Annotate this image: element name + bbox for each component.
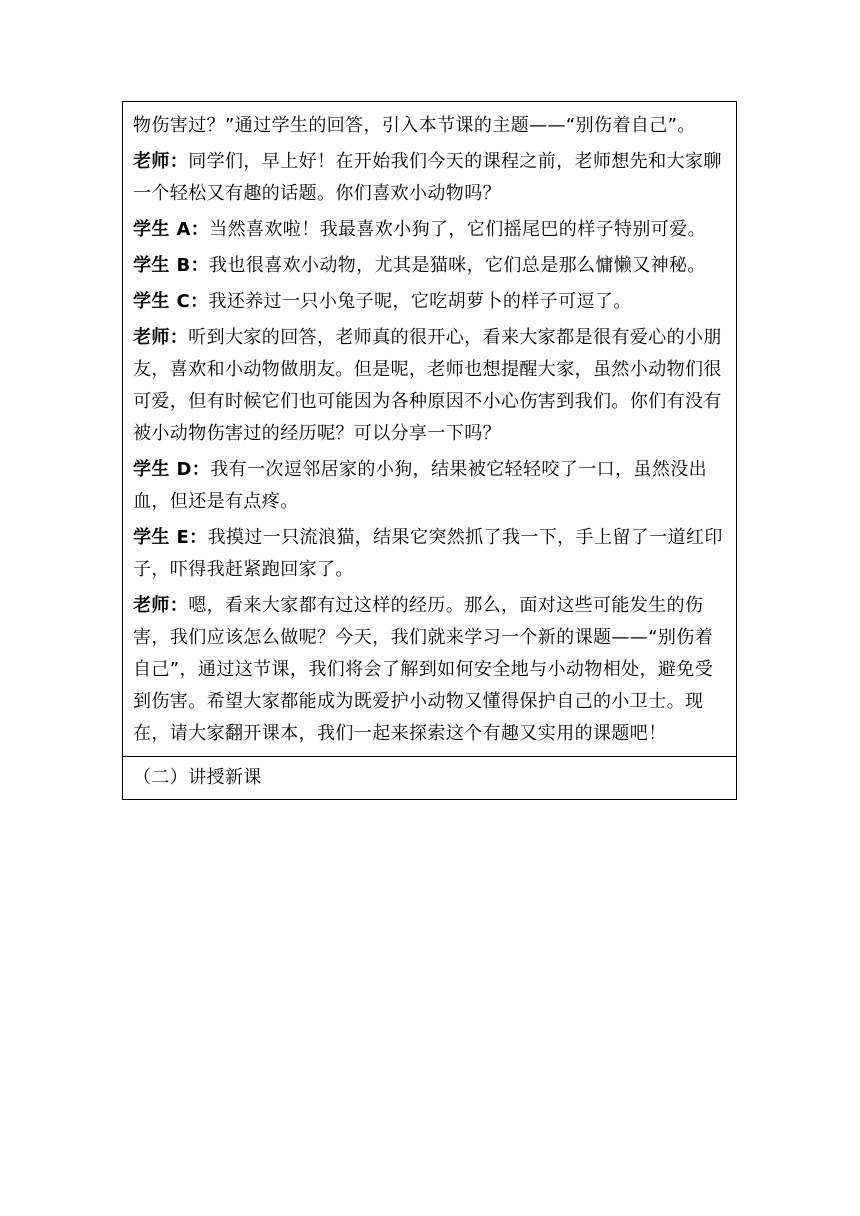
line-text: 我也很喜欢小动物，尤其是猫咪，它们总是那么慵懒又神秘。 — [209, 255, 706, 276]
line-text: 嗯，看来大家都有过这样的经历。那么，面对这些可能发生的伤害，我们应该怎么做呢？今天，我们就来学习一个新的课题——“别伤着自己”，通过这节课，我们将会了解到如何安全地与小动物相处，避免受到伤害。希望大家都能成为既爱护小动物又懂得保护自己的小卫士。现在，请大家翻开课本，我们一起来探索这个有趣又实用的课题吧！ — [133, 595, 714, 744]
dialogue-line — [133, 214, 728, 246]
speaker-label: 学生 A： — [133, 219, 210, 240]
speaker-label: 老师： — [133, 151, 189, 172]
dialogue-line — [133, 146, 728, 210]
line-text: 听到大家的回答，老师真的很开心，看来大家都是很有爱心的小朋友，喜欢和小动物做朋友。但是呢，老师也想提醒大家，虽然小动物们很可爱，但有时候它们也可能因为各种原因不小心伤害到我们。你们有没有被小动物伤害过的经历呢？可以分享一下吗？ — [133, 327, 722, 444]
line-text: 我有一次逗邻居家的小狗，结果被它轻轻咬了一口，虽然没出血，但还是有点疼。 — [133, 459, 708, 512]
dialogue-line — [133, 454, 728, 518]
line-text: 同学们，早上好！在开始我们今天的课程之前，老师想先和大家聊一个轻松又有趣的话题。你们喜欢小动物吗？ — [133, 151, 722, 204]
lesson-plan-table — [122, 101, 737, 800]
section-heading: （二）讲授新课 — [133, 767, 262, 788]
dialogue-cell — [123, 102, 736, 757]
dialogue-line — [133, 286, 728, 318]
line-text: 我还养过一只小兔子呢，它吃胡萝卜的样子可逗了。 — [208, 291, 632, 312]
line-text: 物伤害过？”通过学生的回答，引入本节课的主题——“别伤着自己”。 — [133, 115, 696, 136]
speaker-label: 学生 E： — [133, 527, 208, 548]
line-text: 我摸过一只流浪猫，结果它突然抓了我一下，手上留了一道红印子，吓得我赶紧跑回家了。 — [133, 527, 723, 580]
dialogue-line — [133, 110, 728, 142]
speaker-label: 学生 B： — [133, 255, 209, 276]
dialogue-line — [133, 322, 728, 450]
dialogue-line — [133, 522, 728, 586]
line-text: 当然喜欢啦！我最喜欢小狗了，它们摇尾巴的样子特别可爱。 — [209, 219, 707, 240]
section-heading-cell — [123, 757, 736, 799]
dialogue-line — [133, 250, 728, 282]
speaker-label: 学生 D： — [133, 459, 211, 480]
speaker-label: 学生 C： — [133, 291, 209, 312]
dialogue-line — [133, 590, 728, 750]
speaker-label: 老师： — [133, 327, 189, 348]
speaker-label: 老师： — [133, 595, 189, 616]
